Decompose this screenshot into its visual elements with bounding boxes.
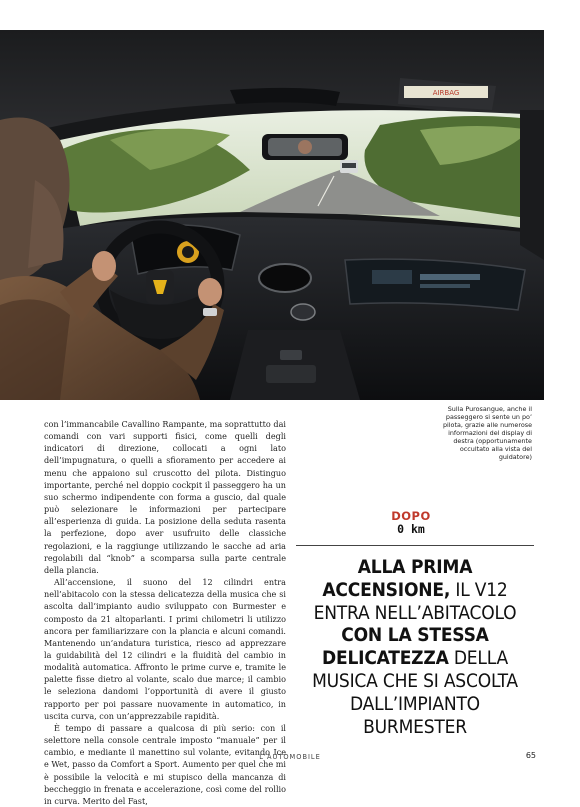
article-body bbox=[44, 418, 286, 807]
photo-caption: Sulla Purosangue, anche il passeggero si sente un po’ pilota, grazie alle numerose informazioni del display di destra (opportunamente occultato alla vista del guidatore) bbox=[442, 405, 532, 461]
cockpit-photo bbox=[0, 30, 544, 400]
magazine-name: L’AUTOMOBILE bbox=[259, 753, 321, 761]
pull-quote-regular: IL V12 ENTRA NELL’ABITACOLO bbox=[313, 578, 517, 624]
paragraph: All’accensione, il suono del 12 cilindri entra nell’abitacolo con la stessa delicatezza della musica che si ascolta dall’impianto audio sviluppato con Burmester e composto da 21 altoparlanti. I primi chilometri li utilizzo ancora per familiarizzare con la plancia e alcuni comandi. Mantenendo un’andatura turistica, riesco ad apprezzare la guidabilità del 12 cilindri e la fluidità del cambio in modalità automatica. Affronto le prime curve e, tramite le palette fisse dietro al volante, scalo due marce; il cambio le seleziona dandomi l’opportunità di avere il giusto rapporto per poi passare nuovamente in automatico, in uscita curva, con un’apprezzabile rapidità. bbox=[44, 577, 286, 721]
pull-quote-regular-end: DELLA MUSICA CHE SI ASCOLTA DALL’IMPIANTO BURMESTER bbox=[312, 647, 518, 738]
paragraph: È tempo di passare a qualcosa di più serio: con il selettore nella console centrale imposto “manuale” per il cambio, e mediante il manettino sul volante, evitando Ice e Wet, passo da Comfort a Sport. Aumento per quel che mi è possibile la velocità e mi stupisco della mancanza di beccheggio in frenata e accelerazione, così come del rollio in curva. Merito del Fast, bbox=[44, 722, 286, 806]
pull-quote-bold-start: ALLA PRIMA ACCENSIONE, bbox=[322, 556, 473, 601]
page-number: 65 bbox=[525, 751, 536, 760]
section-tag-distance: 0 km bbox=[397, 522, 425, 536]
pull-quote-bold-mid: CON LA STESSA DELICATEZZA bbox=[322, 624, 489, 670]
pull-quote bbox=[296, 556, 534, 738]
airbag-label: AIRBAG bbox=[432, 89, 460, 97]
paragraph: con l’immancabile Cavallino Rampante, ma soprattutto dai comandi con vari supporti fisici, come quelli degli indicatori di direzione, collocati a ogni lato dell’impugnatura, o quelli a sfioramento per accedere ai menu che appaiono sul cruscotto del pilota. Distinguo importante, perché nel doppio cockpit il passeggero ha un suo schermo indipendente con forma a guscio, dal quale può selezionare le informazioni per partecipare all’esperienza di guida. La posizione della seduta rasenta la perfezione, dopo aver usufruito delle classiche regolazioni, e la raggiunge utilizzando le sacche ad aria regolabili dal “knob” a scomparsa sulla parte centrale della plancia. bbox=[44, 419, 286, 575]
divider bbox=[296, 545, 534, 546]
section-tag-word: DOPO bbox=[391, 509, 431, 523]
